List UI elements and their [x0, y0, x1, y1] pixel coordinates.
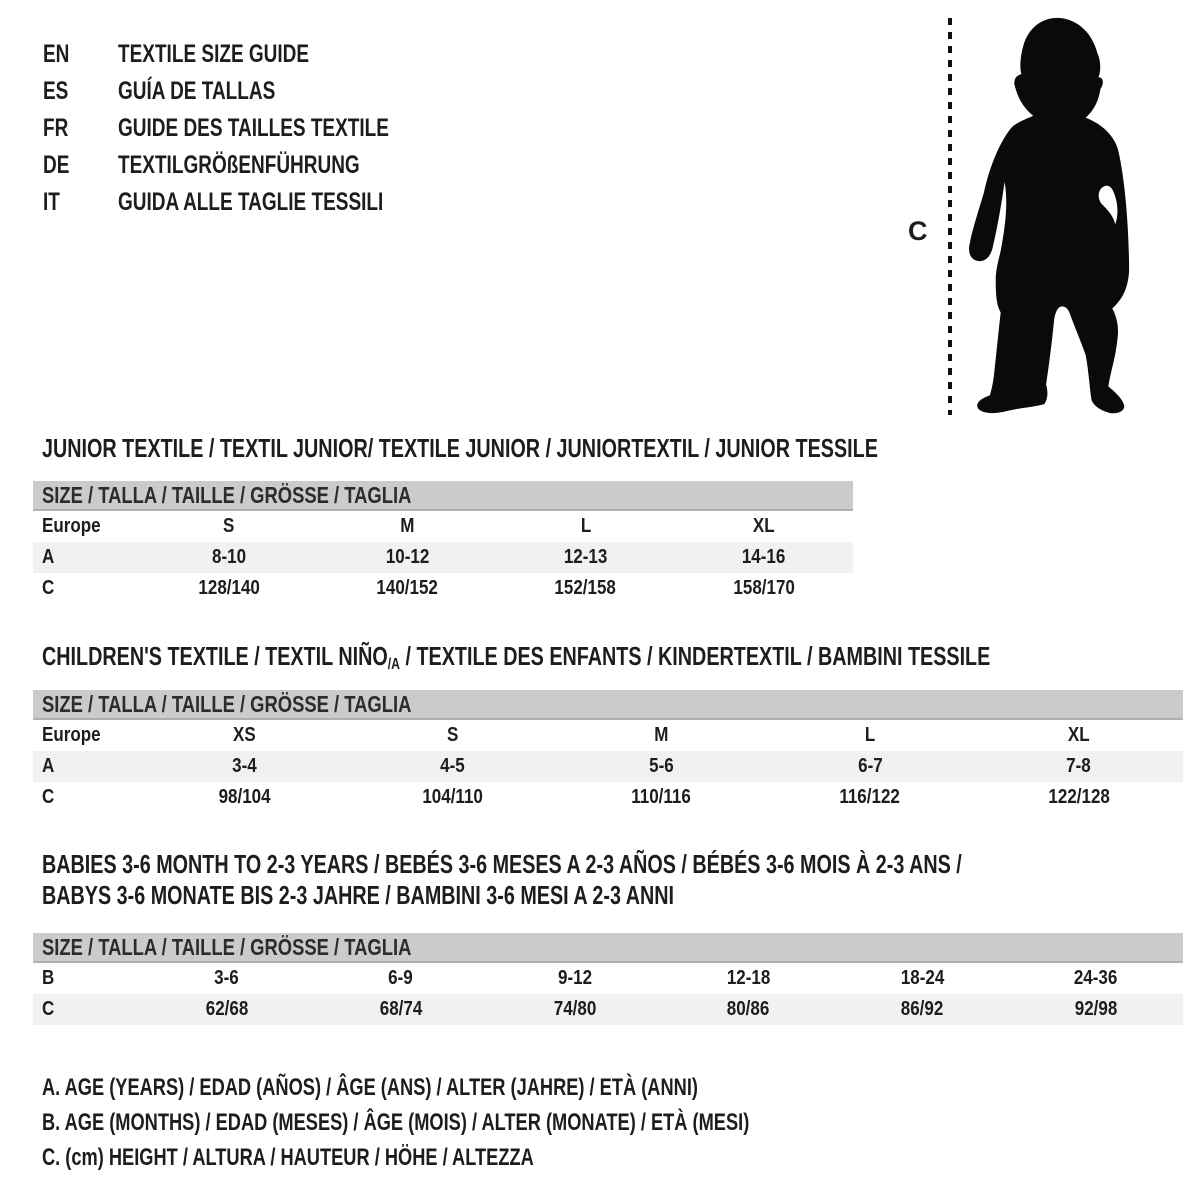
guide-title: GUIDA ALLE TAGLIE TESSILI [118, 188, 384, 216]
size-header-bar [33, 690, 1183, 720]
table-cell: 158/170 [733, 577, 795, 599]
language-code: DE [43, 151, 70, 179]
row-label: C [42, 786, 55, 808]
language-code: FR [43, 114, 69, 142]
language-code: IT [43, 188, 60, 216]
table-cell: 98/104 [218, 786, 271, 808]
table-cell: 128/140 [198, 577, 260, 599]
babies-title-line2: BABYS 3-6 MONATE BIS 2-3 JAHRE / BAMBINI 3-6 MESI A 2-3 ANNI [42, 880, 675, 910]
row-label: A [42, 546, 55, 568]
table-cell: 5-6 [649, 755, 674, 777]
size-header-label: SIZE / TALLA / TAILLE / GRÖSSE / TAGLIA [42, 933, 412, 960]
babies-size-table [33, 933, 1183, 1025]
table-cell: S [223, 515, 235, 537]
table-cell: 116/122 [839, 786, 901, 808]
table-row [33, 751, 1183, 782]
table-cell: 152/158 [554, 577, 617, 599]
size-header-label: SIZE / TALLA / TAILLE / GRÖSSE / TAGLIA [42, 690, 412, 717]
toddler-silhouette-image [962, 12, 1147, 422]
row-label: Europe [42, 724, 101, 746]
table-cell: 12-13 [563, 546, 608, 568]
table-row [33, 542, 853, 573]
table-cell: 104/110 [422, 786, 484, 808]
table-row [33, 782, 1183, 813]
size-header-bar [33, 933, 1183, 963]
table-cell: 3-6 [214, 967, 240, 989]
table-cell: 14-16 [742, 546, 786, 568]
junior-section-title: JUNIOR TEXTILE / TEXTIL JUNIOR/ TEXTILE JUNIOR / JUNIORTEXTIL / JUNIOR TESSILE [42, 433, 878, 463]
figure-area [0, 0, 1200, 430]
row-label: C [42, 577, 55, 599]
size-header-bar [33, 481, 853, 511]
table-row [33, 963, 1183, 994]
table-cell: 6-9 [388, 967, 414, 989]
table-cell: 10-12 [385, 546, 430, 568]
table-cell: 12-18 [726, 967, 771, 989]
table-cell: 7-8 [1066, 755, 1091, 777]
height-measure-label: C [908, 216, 928, 246]
table-cell: 18-24 [900, 967, 944, 989]
table-cell: M [654, 724, 669, 746]
size-header-label: SIZE / TALLA / TAILLE / GRÖSSE / TAGLIA [42, 481, 412, 508]
babies-section-title [42, 849, 1200, 911]
table-cell: M [400, 515, 415, 537]
table-cell: 4-5 [440, 755, 466, 777]
legend-note: A. AGE (YEARS) / EDAD (AÑOS) / ÂGE (ANS) / ALTER (JAHRE) / ETÀ (ANNI) [42, 1073, 698, 1101]
language-code: ES [43, 77, 69, 105]
table-cell: 24-36 [1074, 967, 1118, 989]
table-cell: XS [232, 724, 256, 746]
table-cell: XL [1067, 724, 1090, 746]
language-code: EN [43, 40, 70, 68]
legend-note: C. (cm) HEIGHT / ALTURA / HAUTEUR / HÖHE / ALTEZZA [42, 1143, 534, 1171]
guide-title: GUIDE DES TAILLES TEXTILE [118, 114, 389, 142]
row-label: B [42, 967, 55, 989]
table-cell: 86/92 [900, 998, 944, 1020]
row-label: C [42, 998, 55, 1020]
nino-a-subscript: /A [387, 654, 401, 673]
table-cell: 6-7 [857, 755, 883, 777]
table-header-row [33, 720, 1183, 751]
table-cell: XL [753, 515, 775, 537]
legend-note: B. AGE (MONTHS) / EDAD (MESES) / ÂGE (MOIS) / ALTER (MONATE) / ETÀ (MESI) [42, 1108, 750, 1136]
table-cell: 3-4 [232, 755, 257, 777]
table-cell: 68/74 [379, 998, 423, 1020]
table-cell: S [447, 724, 459, 746]
table-cell: L [864, 724, 876, 746]
table-cell: 92/98 [1074, 998, 1118, 1020]
table-cell: 140/152 [376, 577, 439, 599]
table-cell: 80/86 [727, 998, 770, 1020]
table-cell: 110/116 [631, 786, 692, 808]
junior-size-table [33, 481, 853, 604]
babies-title-line1: BABIES 3-6 MONTH TO 2-3 YEARS / BEBÉS 3-6 MESES A 2-3 AÑOS / BÉBÉS 3-6 MOIS À 2-3 ANS / [42, 849, 962, 879]
guide-title: TEXTILGRÖßENFÜHRUNG [118, 151, 360, 179]
table-cell: 122/128 [1047, 786, 1110, 808]
table-cell: 8-10 [212, 546, 247, 568]
row-label: Europe [42, 515, 101, 537]
children-size-table [33, 690, 1183, 813]
table-cell: 62/68 [205, 998, 249, 1020]
table-header-row [33, 511, 853, 542]
children-section-title: CHILDREN'S TEXTILE / TEXTIL NIÑO/A / TEXTILE DES ENFANTS / KINDERTEXTIL / BAMBINI TESSILE [42, 641, 991, 673]
table-cell: L [580, 515, 591, 537]
height-measure-dashed-line [948, 18, 952, 415]
table-row [33, 573, 853, 604]
table-cell: 74/80 [553, 998, 596, 1020]
guide-title: GUÍA DE TALLAS [118, 77, 276, 105]
row-label: A [42, 755, 55, 777]
guide-title: TEXTILE SIZE GUIDE [118, 40, 310, 68]
table-row [33, 994, 1183, 1025]
table-cell: 9-12 [557, 967, 592, 989]
legend-notes [42, 1070, 973, 1175]
